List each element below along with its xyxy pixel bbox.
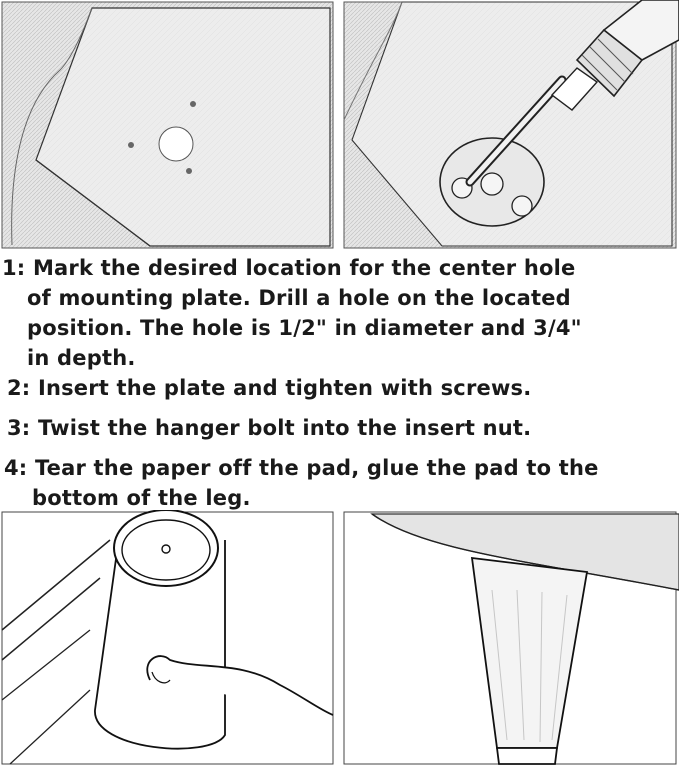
step-3 [7,413,531,443]
step-line: Insert the plate and tighten with screws. [37,376,532,400]
step-number: 4: [4,456,28,480]
attached-leg-illustration [342,510,679,766]
leg-top-icon [114,510,218,586]
step-2 [7,373,531,403]
step-line: bottom of the leg. [32,486,251,510]
step-line: Twist the hanger bolt into the insert nut. [37,416,532,440]
step-4 [4,453,599,513]
instructions-text-block [0,250,679,510]
step-line: of mounting plate. Drill a hole on the located [27,286,571,310]
step-line: Tear the paper off the pad, glue the pad to the [34,456,599,480]
step-line: position. The hole is 1/2" in diameter and 3/4" [27,316,582,340]
step-1 [2,253,582,373]
insert-plate-and-screws-illustration [342,0,679,250]
mark-and-drill-hole-illustration [0,0,336,250]
step-line: in depth. [27,346,136,370]
center-hole-icon [159,127,193,161]
step-line: Mark the desired location for the center hole [32,256,576,280]
step-number: 2: [7,376,31,400]
step-number: 1: [2,256,26,280]
hanger-bolt-into-nut-illustration [0,510,336,766]
step-number: 3: [7,416,31,440]
